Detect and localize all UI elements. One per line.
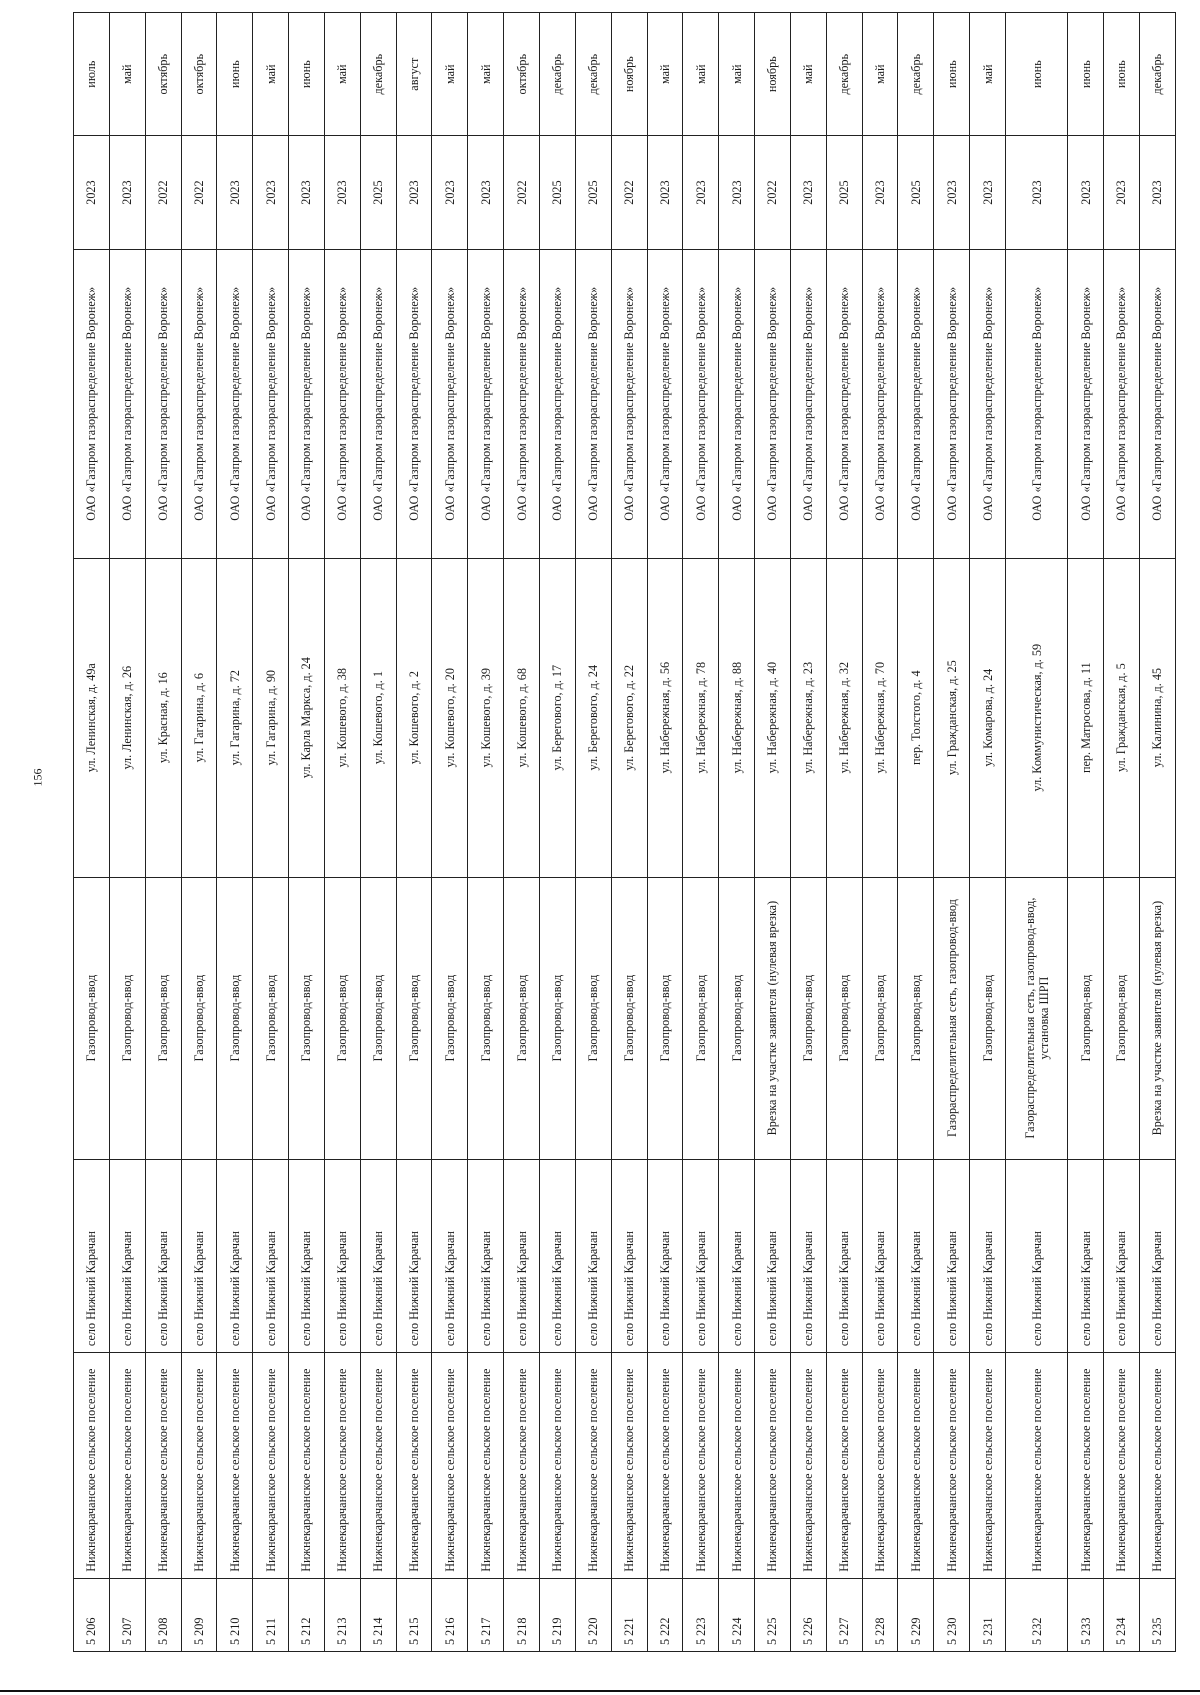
settlement-cell: Нижнекарачанское сельское поселение bbox=[970, 1353, 1006, 1579]
settlement-cell: Нижнекарачанское сельское поселение bbox=[1139, 1353, 1175, 1579]
locality-cell: село Нижний Карачан bbox=[217, 1159, 253, 1353]
month-cell: май bbox=[862, 13, 898, 136]
address-cell: ул. Красная, д. 16 bbox=[145, 558, 181, 877]
organization-cell: ОАО «Газпром газораспределение Воронеж» bbox=[790, 249, 826, 558]
address-cell: ул. Кошевого, д. 38 bbox=[324, 558, 360, 877]
month-cell: май bbox=[109, 13, 145, 136]
table-row bbox=[504, 13, 540, 1652]
locality-cell: село Нижний Карачан bbox=[504, 1159, 540, 1353]
address-cell: ул. Набережная, д. 23 bbox=[790, 558, 826, 877]
row-number: 5 222 bbox=[647, 1578, 683, 1651]
row-number: 5 214 bbox=[360, 1578, 396, 1651]
table-row bbox=[719, 13, 755, 1652]
table-row bbox=[1104, 13, 1140, 1652]
address-cell: ул. Гагарина, д. 90 bbox=[253, 558, 289, 877]
table-row bbox=[253, 13, 289, 1652]
table-row bbox=[181, 13, 217, 1652]
year-cell: 2022 bbox=[181, 136, 217, 249]
year-cell: 2023 bbox=[1068, 136, 1104, 249]
month-cell: май bbox=[970, 13, 1006, 136]
year-cell: 2025 bbox=[898, 136, 934, 249]
locality-cell: село Нижний Карачан bbox=[74, 1159, 110, 1353]
row-number: 5 206 bbox=[74, 1578, 110, 1651]
settlement-cell: Нижнекарачанское сельское поселение bbox=[862, 1353, 898, 1579]
organization-cell: ОАО «Газпром газораспределение Воронеж» bbox=[647, 249, 683, 558]
month-cell: декабрь bbox=[575, 13, 611, 136]
settlement-cell: Нижнекарачанское сельское поселение bbox=[539, 1353, 575, 1579]
year-cell: 2023 bbox=[970, 136, 1006, 249]
row-number: 5 210 bbox=[217, 1578, 253, 1651]
address-cell: ул. Кошевого, д. 20 bbox=[432, 558, 468, 877]
address-cell: ул. Калинина, д. 45 bbox=[1139, 558, 1175, 877]
locality-cell: село Нижний Карачан bbox=[934, 1159, 970, 1353]
settlement-cell: Нижнекарачанское сельское поселение bbox=[826, 1353, 862, 1579]
object-cell: Газопровод-ввод bbox=[647, 877, 683, 1159]
object-cell: Врезка на участке заявителя (нулевая врезка) bbox=[1139, 877, 1175, 1159]
object-cell: Газопровод-ввод bbox=[360, 877, 396, 1159]
settlement-cell: Нижнекарачанское сельское поселение bbox=[324, 1353, 360, 1579]
organization-cell: ОАО «Газпром газораспределение Воронеж» bbox=[611, 249, 647, 558]
row-number: 5 228 bbox=[862, 1578, 898, 1651]
year-cell: 2025 bbox=[360, 136, 396, 249]
address-cell: ул. Кошевого, д. 39 bbox=[468, 558, 504, 877]
table-row bbox=[970, 13, 1006, 1652]
locality-cell: село Нижний Карачан bbox=[719, 1159, 755, 1353]
address-cell: ул. Кошевого, д. 68 bbox=[504, 558, 540, 877]
year-cell: 2022 bbox=[145, 136, 181, 249]
row-number: 5 223 bbox=[683, 1578, 719, 1651]
object-cell: Газопровод-ввод bbox=[396, 877, 432, 1159]
table-row bbox=[683, 13, 719, 1652]
address-cell: ул. Ленинская, д. 49а bbox=[74, 558, 110, 877]
organization-cell: ОАО «Газпром газораспределение Воронеж» bbox=[74, 249, 110, 558]
month-cell: октябрь bbox=[504, 13, 540, 136]
organization-cell: ОАО «Газпром газораспределение Воронеж» bbox=[1005, 249, 1067, 558]
object-cell: Газопровод-ввод bbox=[719, 877, 755, 1159]
object-cell: Газопровод-ввод bbox=[575, 877, 611, 1159]
organization-cell: ОАО «Газпром газораспределение Воронеж» bbox=[826, 249, 862, 558]
organization-cell: ОАО «Газпром газораспределение Воронеж» bbox=[719, 249, 755, 558]
table-row bbox=[360, 13, 396, 1652]
object-cell: Газопровод-ввод bbox=[611, 877, 647, 1159]
month-cell: июль bbox=[74, 13, 110, 136]
month-cell: июнь bbox=[1104, 13, 1140, 136]
object-cell: Газопровод-ввод bbox=[145, 877, 181, 1159]
month-cell: декабрь bbox=[826, 13, 862, 136]
address-cell: ул. Гагарина, д. 6 bbox=[181, 558, 217, 877]
organization-cell: ОАО «Газпром газораспределение Воронеж» bbox=[755, 249, 791, 558]
month-cell: декабрь bbox=[1139, 13, 1175, 136]
table-row bbox=[1139, 13, 1175, 1652]
object-cell: Газопровод-ввод bbox=[862, 877, 898, 1159]
table-row bbox=[539, 13, 575, 1652]
settlement-cell: Нижнекарачанское сельское поселение bbox=[74, 1353, 110, 1579]
year-cell: 2023 bbox=[934, 136, 970, 249]
table-row bbox=[109, 13, 145, 1652]
year-cell: 2022 bbox=[504, 136, 540, 249]
year-cell: 2023 bbox=[396, 136, 432, 249]
address-cell: пер. Толстого, д. 4 bbox=[898, 558, 934, 877]
table-row bbox=[647, 13, 683, 1652]
month-cell: май bbox=[253, 13, 289, 136]
locality-cell: село Нижний Карачан bbox=[145, 1159, 181, 1353]
address-cell: ул. Берегового, д. 24 bbox=[575, 558, 611, 877]
locality-cell: село Нижний Карачан bbox=[683, 1159, 719, 1353]
year-cell: 2022 bbox=[611, 136, 647, 249]
locality-cell: село Нижний Карачан bbox=[432, 1159, 468, 1353]
month-cell: ноябрь bbox=[755, 13, 791, 136]
row-number: 5 225 bbox=[755, 1578, 791, 1651]
address-cell: ул. Берегового, д. 17 bbox=[539, 558, 575, 877]
settlement-cell: Нижнекарачанское сельское поселение bbox=[145, 1353, 181, 1579]
gasification-table bbox=[73, 12, 1176, 1652]
settlement-cell: Нижнекарачанское сельское поселение bbox=[1005, 1353, 1067, 1579]
settlement-cell: Нижнекарачанское сельское поселение bbox=[396, 1353, 432, 1579]
settlement-cell: Нижнекарачанское сельское поселение bbox=[719, 1353, 755, 1579]
rotated-table-container bbox=[73, 12, 1176, 1652]
address-cell: ул. Набережная, д. 40 bbox=[755, 558, 791, 877]
table-row bbox=[396, 13, 432, 1652]
settlement-cell: Нижнекарачанское сельское поселение bbox=[934, 1353, 970, 1579]
month-cell: декабрь bbox=[539, 13, 575, 136]
locality-cell: село Нижний Карачан bbox=[575, 1159, 611, 1353]
table-row bbox=[432, 13, 468, 1652]
row-number: 5 211 bbox=[253, 1578, 289, 1651]
organization-cell: ОАО «Газпром газораспределение Воронеж» bbox=[181, 249, 217, 558]
organization-cell: ОАО «Газпром газораспределение Воронеж» bbox=[1104, 249, 1140, 558]
organization-cell: ОАО «Газпром газораспределение Воронеж» bbox=[109, 249, 145, 558]
row-number: 5 235 bbox=[1139, 1578, 1175, 1651]
table-row bbox=[1005, 13, 1067, 1652]
row-number: 5 230 bbox=[934, 1578, 970, 1651]
object-cell: Газопровод-ввод bbox=[181, 877, 217, 1159]
settlement-cell: Нижнекарачанское сельское поселение bbox=[504, 1353, 540, 1579]
month-cell: май bbox=[683, 13, 719, 136]
row-number: 5 224 bbox=[719, 1578, 755, 1651]
organization-cell: ОАО «Газпром газораспределение Воронеж» bbox=[683, 249, 719, 558]
organization-cell: ОАО «Газпром газораспределение Воронеж» bbox=[970, 249, 1006, 558]
row-number: 5 218 bbox=[504, 1578, 540, 1651]
month-cell: май bbox=[719, 13, 755, 136]
row-number: 5 213 bbox=[324, 1578, 360, 1651]
organization-cell: ОАО «Газпром газораспределение Воронеж» bbox=[145, 249, 181, 558]
year-cell: 2023 bbox=[217, 136, 253, 249]
month-cell: ноябрь bbox=[611, 13, 647, 136]
settlement-cell: Нижнекарачанское сельское поселение bbox=[790, 1353, 826, 1579]
locality-cell: село Нижний Карачан bbox=[253, 1159, 289, 1353]
month-cell: май bbox=[324, 13, 360, 136]
year-cell: 2023 bbox=[324, 136, 360, 249]
organization-cell: ОАО «Газпром газораспределение Воронеж» bbox=[396, 249, 432, 558]
locality-cell: село Нижний Карачан bbox=[790, 1159, 826, 1353]
month-cell: декабрь bbox=[360, 13, 396, 136]
month-cell: октябрь bbox=[181, 13, 217, 136]
organization-cell: ОАО «Газпром газораспределение Воронеж» bbox=[324, 249, 360, 558]
address-cell: ул. Гагарина, д. 72 bbox=[217, 558, 253, 877]
organization-cell: ОАО «Газпром газораспределение Воронеж» bbox=[360, 249, 396, 558]
object-cell: Газопровод-ввод bbox=[217, 877, 253, 1159]
settlement-cell: Нижнекарачанское сельское поселение bbox=[898, 1353, 934, 1579]
address-cell: ул. Гражданская, д. 25 bbox=[934, 558, 970, 877]
page-number: 156 bbox=[30, 768, 45, 787]
year-cell: 2025 bbox=[575, 136, 611, 249]
object-cell: Газопровод-ввод bbox=[683, 877, 719, 1159]
month-cell: май bbox=[647, 13, 683, 136]
table-row bbox=[1068, 13, 1104, 1652]
object-cell: Газораспределительная сеть, газопровод-ввод, установка ШРП bbox=[1005, 877, 1067, 1159]
locality-cell: село Нижний Карачан bbox=[1068, 1159, 1104, 1353]
row-number: 5 207 bbox=[109, 1578, 145, 1651]
locality-cell: село Нижний Карачан bbox=[826, 1159, 862, 1353]
settlement-cell: Нижнекарачанское сельское поселение bbox=[1104, 1353, 1140, 1579]
settlement-cell: Нижнекарачанское сельское поселение bbox=[1068, 1353, 1104, 1579]
year-cell: 2023 bbox=[1139, 136, 1175, 249]
settlement-cell: Нижнекарачанское сельское поселение bbox=[755, 1353, 791, 1579]
year-cell: 2023 bbox=[647, 136, 683, 249]
object-cell: Врезка на участке заявителя (нулевая врезка) bbox=[755, 877, 791, 1159]
table-row bbox=[74, 13, 110, 1652]
year-cell: 2025 bbox=[539, 136, 575, 249]
address-cell: ул. Гражданская, д. 5 bbox=[1104, 558, 1140, 877]
year-cell: 2023 bbox=[289, 136, 325, 249]
address-cell: ул. Коммунистическая, д. 59 bbox=[1005, 558, 1067, 877]
month-cell: июнь bbox=[289, 13, 325, 136]
object-cell: Газопровод-ввод bbox=[970, 877, 1006, 1159]
row-number: 5 229 bbox=[898, 1578, 934, 1651]
table-row bbox=[575, 13, 611, 1652]
locality-cell: село Нижний Карачан bbox=[396, 1159, 432, 1353]
row-number: 5 209 bbox=[181, 1578, 217, 1651]
year-cell: 2023 bbox=[253, 136, 289, 249]
row-number: 5 231 bbox=[970, 1578, 1006, 1651]
object-cell: Газопровод-ввод bbox=[898, 877, 934, 1159]
object-cell: Газопровод-ввод bbox=[790, 877, 826, 1159]
organization-cell: ОАО «Газпром газораспределение Воронеж» bbox=[862, 249, 898, 558]
locality-cell: село Нижний Карачан bbox=[970, 1159, 1006, 1353]
row-number: 5 215 bbox=[396, 1578, 432, 1651]
address-cell: ул. Комарова, д. 24 bbox=[970, 558, 1006, 877]
row-number: 5 220 bbox=[575, 1578, 611, 1651]
address-cell: ул. Кошевого, д. 2 bbox=[396, 558, 432, 877]
organization-cell: ОАО «Газпром газораспределение Воронеж» bbox=[1068, 249, 1104, 558]
object-cell: Газопровод-ввод bbox=[74, 877, 110, 1159]
organization-cell: ОАО «Газпром газораспределение Воронеж» bbox=[898, 249, 934, 558]
locality-cell: село Нижний Карачан bbox=[1005, 1159, 1067, 1353]
year-cell: 2022 bbox=[755, 136, 791, 249]
address-cell: пер. Матросова, д. 11 bbox=[1068, 558, 1104, 877]
locality-cell: село Нижний Карачан bbox=[181, 1159, 217, 1353]
object-cell: Газопровод-ввод bbox=[253, 877, 289, 1159]
year-cell: 2023 bbox=[468, 136, 504, 249]
settlement-cell: Нижнекарачанское сельское поселение bbox=[360, 1353, 396, 1579]
settlement-cell: Нижнекарачанское сельское поселение bbox=[181, 1353, 217, 1579]
locality-cell: село Нижний Карачан bbox=[289, 1159, 325, 1353]
address-cell: ул. Набережная, д. 32 bbox=[826, 558, 862, 877]
table-row bbox=[755, 13, 791, 1652]
year-cell: 2023 bbox=[862, 136, 898, 249]
object-cell: Газопровод-ввод bbox=[109, 877, 145, 1159]
address-cell: ул. Набережная, д. 88 bbox=[719, 558, 755, 877]
table-row bbox=[862, 13, 898, 1652]
row-number: 5 227 bbox=[826, 1578, 862, 1651]
locality-cell: село Нижний Карачан bbox=[360, 1159, 396, 1353]
organization-cell: ОАО «Газпром газораспределение Воронеж» bbox=[934, 249, 970, 558]
table-row bbox=[468, 13, 504, 1652]
object-cell: Газопровод-ввод bbox=[1104, 877, 1140, 1159]
organization-cell: ОАО «Газпром газораспределение Воронеж» bbox=[468, 249, 504, 558]
organization-cell: ОАО «Газпром газораспределение Воронеж» bbox=[539, 249, 575, 558]
address-cell: ул. Ленинская, д. 26 bbox=[109, 558, 145, 877]
table-row bbox=[826, 13, 862, 1652]
table-row bbox=[289, 13, 325, 1652]
settlement-cell: Нижнекарачанское сельское поселение bbox=[575, 1353, 611, 1579]
settlement-cell: Нижнекарачанское сельское поселение bbox=[109, 1353, 145, 1579]
locality-cell: село Нижний Карачан bbox=[755, 1159, 791, 1353]
year-cell: 2023 bbox=[74, 136, 110, 249]
locality-cell: село Нижний Карачан bbox=[1104, 1159, 1140, 1353]
locality-cell: село Нижний Карачан bbox=[468, 1159, 504, 1353]
row-number: 5 216 bbox=[432, 1578, 468, 1651]
table-body bbox=[74, 13, 1176, 1652]
locality-cell: село Нижний Карачан bbox=[539, 1159, 575, 1353]
row-number: 5 221 bbox=[611, 1578, 647, 1651]
table-row bbox=[324, 13, 360, 1652]
settlement-cell: Нижнекарачанское сельское поселение bbox=[432, 1353, 468, 1579]
row-number: 5 212 bbox=[289, 1578, 325, 1651]
object-cell: Газопровод-ввод bbox=[432, 877, 468, 1159]
year-cell: 2023 bbox=[432, 136, 468, 249]
object-cell: Газопровод-ввод bbox=[289, 877, 325, 1159]
object-cell: Газопровод-ввод bbox=[1068, 877, 1104, 1159]
locality-cell: село Нижний Карачан bbox=[611, 1159, 647, 1353]
organization-cell: ОАО «Газпром газораспределение Воронеж» bbox=[432, 249, 468, 558]
address-cell: ул. Набережная, д. 78 bbox=[683, 558, 719, 877]
organization-cell: ОАО «Газпром газораспределение Воронеж» bbox=[217, 249, 253, 558]
object-cell: Газопровод-ввод bbox=[504, 877, 540, 1159]
table-row bbox=[934, 13, 970, 1652]
year-cell: 2025 bbox=[826, 136, 862, 249]
month-cell: май bbox=[468, 13, 504, 136]
month-cell: июнь bbox=[934, 13, 970, 136]
object-cell: Газораспределительная сеть, газопровод-ввод bbox=[934, 877, 970, 1159]
address-cell: ул. Набережная, д. 70 bbox=[862, 558, 898, 877]
table-row bbox=[217, 13, 253, 1652]
locality-cell: село Нижний Карачан bbox=[898, 1159, 934, 1353]
organization-cell: ОАО «Газпром газораспределение Воронеж» bbox=[253, 249, 289, 558]
object-cell: Газопровод-ввод bbox=[468, 877, 504, 1159]
table-row bbox=[145, 13, 181, 1652]
table-row bbox=[790, 13, 826, 1652]
locality-cell: село Нижний Карачан bbox=[1139, 1159, 1175, 1353]
row-number: 5 208 bbox=[145, 1578, 181, 1651]
settlement-cell: Нижнекарачанское сельское поселение bbox=[468, 1353, 504, 1579]
locality-cell: село Нижний Карачан bbox=[647, 1159, 683, 1353]
organization-cell: ОАО «Газпром газораспределение Воронеж» bbox=[1139, 249, 1175, 558]
month-cell: июнь bbox=[217, 13, 253, 136]
settlement-cell: Нижнекарачанское сельское поселение bbox=[289, 1353, 325, 1579]
organization-cell: ОАО «Газпром газораспределение Воронеж» bbox=[504, 249, 540, 558]
row-number: 5 232 bbox=[1005, 1578, 1067, 1651]
table-row bbox=[898, 13, 934, 1652]
object-cell: Газопровод-ввод bbox=[539, 877, 575, 1159]
settlement-cell: Нижнекарачанское сельское поселение bbox=[683, 1353, 719, 1579]
month-cell: октябрь bbox=[145, 13, 181, 136]
bottom-rule bbox=[0, 1690, 1200, 1692]
table-row bbox=[611, 13, 647, 1652]
settlement-cell: Нижнекарачанское сельское поселение bbox=[611, 1353, 647, 1579]
month-cell: май bbox=[790, 13, 826, 136]
locality-cell: село Нижний Карачан bbox=[109, 1159, 145, 1353]
object-cell: Газопровод-ввод bbox=[826, 877, 862, 1159]
address-cell: ул. Берегового, д. 22 bbox=[611, 558, 647, 877]
row-number: 5 217 bbox=[468, 1578, 504, 1651]
settlement-cell: Нижнекарачанское сельское поселение bbox=[253, 1353, 289, 1579]
month-cell: июнь bbox=[1068, 13, 1104, 136]
address-cell: ул. Карла Маркса, д. 24 bbox=[289, 558, 325, 877]
row-number: 5 234 bbox=[1104, 1578, 1140, 1651]
month-cell: декабрь bbox=[898, 13, 934, 136]
row-number: 5 226 bbox=[790, 1578, 826, 1651]
month-cell: август bbox=[396, 13, 432, 136]
object-cell: Газопровод-ввод bbox=[324, 877, 360, 1159]
organization-cell: ОАО «Газпром газораспределение Воронеж» bbox=[575, 249, 611, 558]
organization-cell: ОАО «Газпром газораспределение Воронеж» bbox=[289, 249, 325, 558]
year-cell: 2023 bbox=[109, 136, 145, 249]
year-cell: 2023 bbox=[790, 136, 826, 249]
month-cell: май bbox=[432, 13, 468, 136]
settlement-cell: Нижнекарачанское сельское поселение bbox=[647, 1353, 683, 1579]
month-cell: июнь bbox=[1005, 13, 1067, 136]
address-cell: ул. Набережная, д. 56 bbox=[647, 558, 683, 877]
settlement-cell: Нижнекарачанское сельское поселение bbox=[217, 1353, 253, 1579]
locality-cell: село Нижний Карачан bbox=[324, 1159, 360, 1353]
year-cell: 2023 bbox=[1104, 136, 1140, 249]
row-number: 5 219 bbox=[539, 1578, 575, 1651]
year-cell: 2023 bbox=[683, 136, 719, 249]
year-cell: 2023 bbox=[719, 136, 755, 249]
row-number: 5 233 bbox=[1068, 1578, 1104, 1651]
year-cell: 2023 bbox=[1005, 136, 1067, 249]
locality-cell: село Нижний Карачан bbox=[862, 1159, 898, 1353]
address-cell: ул. Кошевого, д. 1 bbox=[360, 558, 396, 877]
